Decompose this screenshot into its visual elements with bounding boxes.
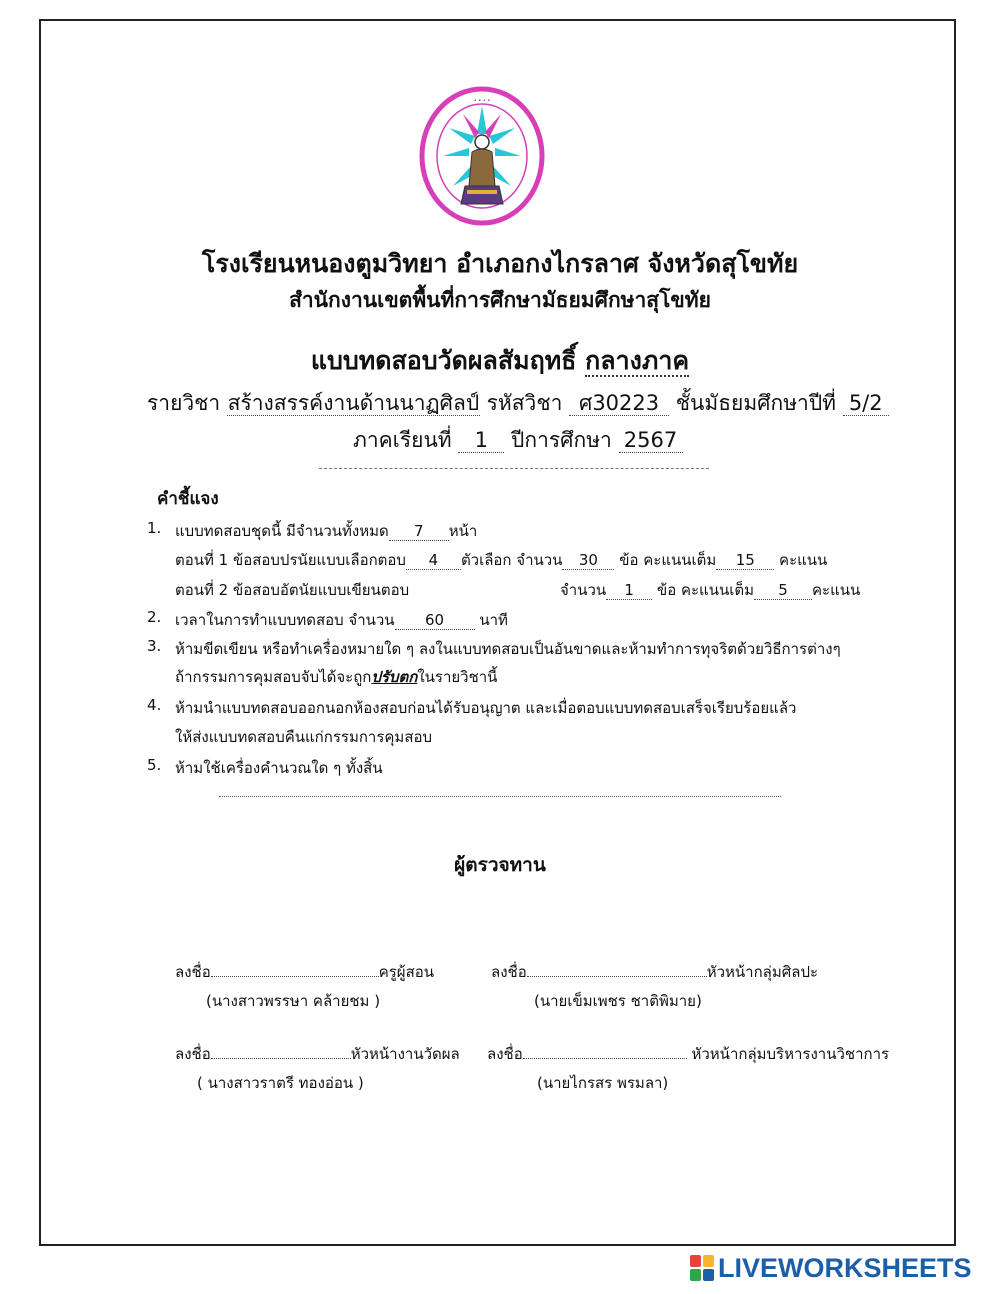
part2-text-b: จำนวน: [560, 581, 607, 599]
penalty-emphasis: ปรับตก: [371, 668, 418, 686]
part-2-detail: [560, 578, 860, 602]
item1-text-a: แบบทดสอบชุดนี้ มีจำนวนทั้งหมด: [175, 522, 389, 540]
item3-text-a: ถ้ากรรมการคุมสอบจับได้จะถูก: [175, 668, 372, 686]
instruction-item-3-cont: [175, 665, 497, 689]
year-label: ปีการศึกษา: [511, 428, 612, 452]
item-text: [175, 608, 508, 632]
grade-value: 5/2: [843, 391, 889, 416]
code-label: รหัสวิชา: [486, 391, 563, 415]
signer-name-teacher: (นางสาวพรรษา คล้ายชม ): [206, 992, 381, 1010]
semester-label: ภาคเรียนที่: [353, 428, 452, 452]
signature-line: [211, 1058, 351, 1059]
reviewer-heading: ผู้ตรวจทาน: [454, 854, 546, 876]
item-number: 4.: [147, 696, 162, 714]
exam-term: กลางภาค: [585, 346, 690, 375]
sign-label: ลงชื่อ: [487, 1045, 523, 1063]
part1-text-c: ข้อ คะแนนเต็ม: [619, 551, 717, 569]
exam-title: [0, 341, 1000, 381]
item3-text-b: ในรายวิชานี้: [417, 668, 498, 686]
divider: [319, 468, 709, 469]
item-text: ห้ามใช้เครื่องคำนวณใด ๆ ทั้งสิ้น: [175, 759, 383, 777]
signer-role: หัวหน้างานวัดผล: [350, 1045, 460, 1063]
item2-text-b: นาที: [479, 611, 508, 629]
svg-text:• • • •: • • • •: [473, 98, 491, 104]
item-number: 3.: [147, 637, 162, 655]
item-number: 1.: [147, 519, 162, 537]
semester-value: 1: [458, 428, 504, 453]
instructions-heading: คำชี้แจง: [157, 489, 219, 509]
signature-measurement-head: [175, 1042, 460, 1066]
part2-text-a: ตอนที่ 2 ข้อสอบอัตนัยแบบเขียนตอบ: [175, 581, 410, 599]
part-2-line: [175, 578, 409, 602]
subject-label: รายวิชา: [147, 391, 221, 415]
liveworksheets-logo: [690, 1251, 972, 1285]
item-text: [175, 519, 477, 543]
exam-title-text: แบบทดสอบวัดผลสัมฤทธิ์: [310, 346, 577, 375]
divider: [219, 796, 781, 797]
grade-label: ชั้นมัธยมศึกษาปีที่: [675, 391, 837, 415]
signature-academic-head: [487, 1042, 889, 1066]
code-value: ศ30223: [569, 391, 669, 416]
part1-text-d: คะแนน: [779, 551, 828, 569]
part1-text-b: ตัวเลือก จำนวน: [460, 551, 563, 569]
part2-count: 1: [606, 582, 652, 600]
part2-text-d: คะแนน: [812, 581, 861, 599]
education-office: สำนักงานเขตพื้นที่การศึกษามัธยมศึกษาสุโขทัย: [289, 288, 711, 312]
part-1-line: [175, 548, 827, 572]
signer-role: หัวหน้ากลุ่มศิลปะ: [706, 963, 819, 981]
item2-text-a: เวลาในการทำแบบทดสอบ จำนวน: [175, 611, 395, 629]
subject-value: สร้างสรรค์งานด้านนาฏศิลป์: [227, 391, 480, 415]
page-count: 7: [389, 523, 449, 541]
item1-text-b: หน้า: [448, 522, 478, 540]
part1-score: 15: [716, 552, 774, 570]
part2-score: 5: [754, 582, 812, 600]
signature-line: [523, 1058, 687, 1059]
school-emblem-icon: [419, 86, 545, 226]
part2-text-c: ข้อ คะแนนเต็ม: [656, 581, 754, 599]
part1-count: 30: [562, 552, 614, 570]
item-text: ห้ามนำแบบทดสอบออกนอกห้องสอบก่อนได้รับอนุญาต และเมื่อตอบแบบทดสอบเสร็จเรียบร้อยแล้ว: [175, 699, 797, 717]
liveworksheets-icon: [690, 1255, 714, 1281]
sign-label: ลงชื่อ: [491, 963, 527, 981]
signature-teacher: [175, 960, 434, 984]
year-value: 2567: [619, 428, 683, 453]
sign-label: ลงชื่อ: [175, 1045, 211, 1063]
signer-role: หัวหน้ากลุ่มบริหารงานวิชาการ: [686, 1045, 890, 1063]
signer-name-academic-head: (นายไกรสร พรมลา): [537, 1074, 669, 1092]
sign-label: ลงชื่อ: [175, 963, 211, 981]
signature-art-head: [491, 960, 818, 984]
signer-name-measurement-head: ( นางสาวราตรี ทองอ่อน ): [197, 1074, 364, 1092]
semester-line: [353, 424, 683, 457]
school-name: โรงเรียนหนองตูมวิทยา อำเภอกงไกรลาศ จังหวัดสุโขทัย: [201, 249, 799, 278]
signature-line: [211, 976, 379, 977]
subject-line: [147, 387, 889, 420]
signer-name-art-head: (นายเข็มเพชร ชาติพิมาย): [534, 992, 702, 1010]
signer-role: ครูผู้สอน: [378, 963, 435, 981]
item-text: ห้ามขีดเขียน หรือทำเครื่องหมายใด ๆ ลงในแบบทดสอบเป็นอันขาดและห้ามทำการทุจริตด้วยวิธีการต่างๆ: [175, 640, 841, 658]
exam-minutes: 60: [395, 612, 475, 630]
part1-text-a: ตอนที่ 1 ข้อสอบปรนัยแบบเลือกตอบ: [175, 551, 406, 569]
item-number: 2.: [147, 608, 162, 626]
part1-choices: 4: [406, 552, 461, 570]
signature-line: [527, 976, 707, 977]
brand-name: LIVEWORKSHEETS: [718, 1252, 972, 1283]
item-number: 5.: [147, 756, 162, 774]
instruction-item-4-cont: ให้ส่งแบบทดสอบคืนแก่กรรมการคุมสอบ: [175, 728, 433, 746]
